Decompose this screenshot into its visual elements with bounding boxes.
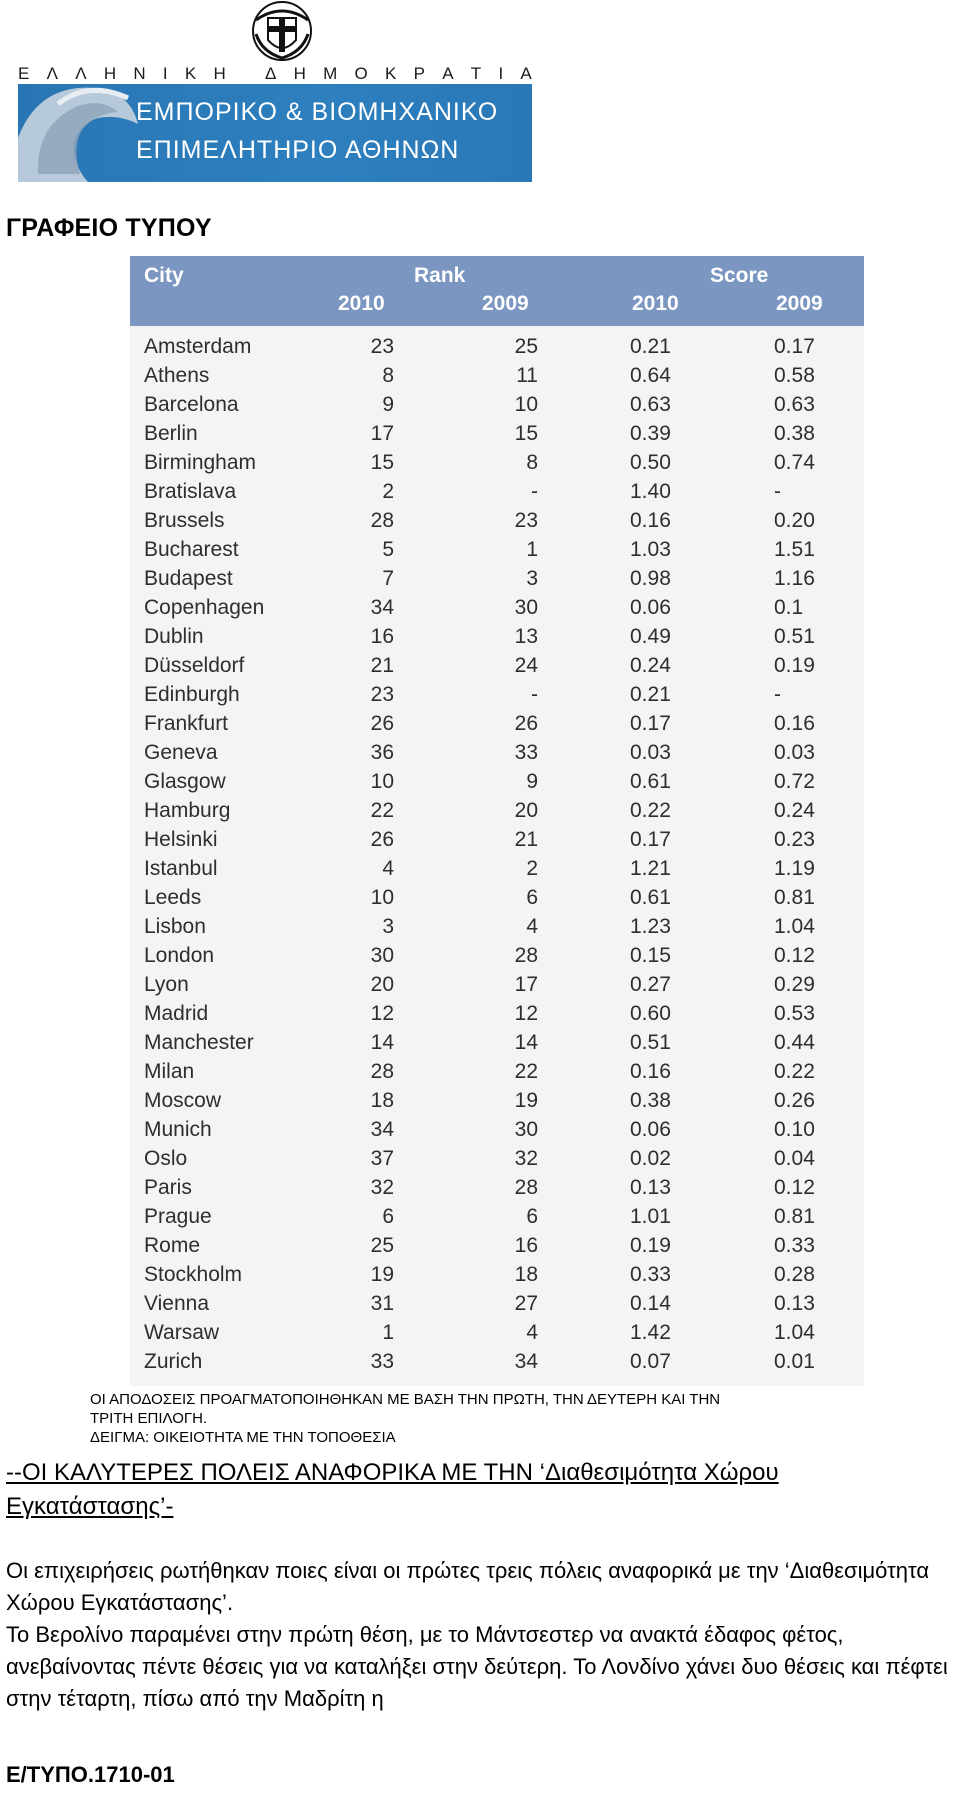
- rank-2009-cell: 4: [526, 1321, 538, 1344]
- rank-2009-cell: 24: [514, 654, 538, 677]
- rank-2010-cell: 22: [370, 799, 394, 822]
- score-2010-cell: 1.40: [630, 480, 671, 503]
- chamber-logo-banner: [18, 84, 532, 182]
- rank-2009-cell: 25: [514, 335, 538, 358]
- score-2010-cell: 0.16: [630, 509, 671, 532]
- score-2010-cell: 0.63: [630, 393, 671, 416]
- score-2009-cell: 0.16: [774, 712, 815, 735]
- score-2009-cell: 0.63: [774, 393, 815, 416]
- rank-2010-cell: 31: [370, 1292, 394, 1315]
- rank-2010-cell: 18: [370, 1089, 394, 1112]
- score-2010-cell: 0.07: [630, 1350, 671, 1373]
- rank-2010-cell: 28: [370, 509, 394, 532]
- score-2010-cell: 0.17: [630, 828, 671, 851]
- city-cell: Copenhagen: [144, 596, 265, 619]
- city-cell: Moscow: [144, 1089, 222, 1112]
- score-2009-cell: -: [774, 683, 781, 706]
- city-cell: Helsinki: [144, 828, 218, 851]
- rank-2009-cell: 18: [514, 1263, 538, 1286]
- score-2009-cell: 0.44: [774, 1031, 815, 1054]
- chamber-name-line2: ΕΠΙΜΕΛΗΤΗΡΙΟ ΑΘΗΝΩΝ: [136, 136, 460, 164]
- rank-2010-cell: 12: [370, 1002, 394, 1025]
- rank-2010-cell: 34: [370, 1118, 394, 1141]
- city-ranking-table: [130, 256, 864, 1386]
- rank-2009-cell: 12: [514, 1002, 538, 1025]
- rank-2009-cell: 8: [526, 451, 538, 474]
- table-row: [130, 622, 864, 651]
- table-row: [130, 593, 864, 622]
- document-code: Ε/ΤΥΠΟ.1710-01: [6, 1762, 175, 1787]
- rank-2010-cell: 19: [370, 1263, 394, 1286]
- score-2009-cell: 0.53: [774, 1002, 815, 1025]
- republic-heading-letter: Α: [520, 64, 532, 83]
- column-header-rank-2009: 2009: [482, 292, 529, 315]
- score-2009-cell: -: [774, 480, 781, 503]
- score-2009-cell: 0.10: [774, 1118, 815, 1141]
- rank-2009-cell: 3: [526, 567, 538, 590]
- rank-2009-cell: 2: [526, 857, 538, 880]
- table-row: [130, 825, 864, 854]
- rank-2009-cell: 26: [514, 712, 538, 735]
- score-2010-cell: 0.33: [630, 1263, 671, 1286]
- city-cell: Düsseldorf: [144, 654, 245, 677]
- republic-heading-letter: Ι: [162, 64, 168, 83]
- table-row: [130, 564, 864, 593]
- rank-2010-cell: 9: [382, 393, 394, 416]
- score-2009-cell: 1.16: [774, 567, 815, 590]
- score-2010-cell: 0.64: [630, 364, 671, 387]
- table-row: [130, 651, 864, 680]
- score-2009-cell: 0.29: [774, 973, 815, 996]
- city-cell: Manchester: [144, 1031, 254, 1054]
- greek-crest-icon: [248, 0, 316, 62]
- rank-2009-cell: -: [531, 480, 538, 503]
- score-2010-cell: 0.39: [630, 422, 671, 445]
- table-row: [130, 999, 864, 1028]
- table-row: [130, 883, 864, 912]
- city-cell: Madrid: [144, 1002, 209, 1025]
- rank-2010-cell: 37: [370, 1147, 394, 1170]
- score-2010-cell: 0.17: [630, 712, 671, 735]
- city-cell: Vienna: [144, 1292, 210, 1315]
- table-row: [130, 1202, 864, 1231]
- score-2010-cell: 0.03: [630, 741, 671, 764]
- rank-2009-cell: 19: [514, 1089, 538, 1112]
- republic-heading-letter: Δ: [264, 64, 277, 83]
- rank-2009-cell: 14: [514, 1031, 538, 1054]
- note-line: ΤΡΙΤΗ ΕΠΙΛΟΓΗ.: [90, 1410, 208, 1427]
- city-cell: Stockholm: [144, 1263, 243, 1286]
- table-row: [130, 1318, 864, 1347]
- score-2009-cell: 0.04: [774, 1147, 815, 1170]
- city-cell: Bucharest: [144, 538, 239, 561]
- score-2009-cell: 0.24: [774, 799, 815, 822]
- rank-2010-cell: 15: [370, 451, 394, 474]
- rank-2009-cell: 23: [514, 509, 538, 532]
- score-2010-cell: 1.01: [630, 1205, 671, 1228]
- rank-2010-cell: 7: [382, 567, 394, 590]
- republic-heading-letter: Τ: [470, 64, 482, 83]
- score-2010-cell: 0.61: [630, 886, 671, 909]
- republic-heading: [18, 64, 532, 84]
- table-row: [130, 738, 864, 767]
- republic-heading-letter: Ε: [18, 64, 30, 83]
- score-2010-cell: 0.22: [630, 799, 671, 822]
- rank-2010-cell: 1: [382, 1321, 394, 1344]
- rank-2010-cell: 10: [370, 770, 394, 793]
- table-row: [130, 477, 864, 506]
- table-row: [130, 970, 864, 999]
- city-cell: Leeds: [144, 886, 202, 909]
- city-cell: Istanbul: [144, 857, 218, 880]
- city-cell: Berlin: [144, 422, 198, 445]
- score-2010-cell: 0.61: [630, 770, 671, 793]
- republic-heading-letter: Ν: [133, 64, 146, 83]
- score-2009-cell: 0.72: [774, 770, 815, 793]
- rank-2009-cell: 16: [514, 1234, 538, 1257]
- score-2009-cell: 0.38: [774, 422, 815, 445]
- rank-2009-cell: 6: [526, 886, 538, 909]
- table-row: [130, 854, 864, 883]
- rank-2009-cell: 4: [526, 915, 538, 938]
- rank-2009-cell: 32: [514, 1147, 538, 1170]
- rank-2010-cell: 14: [370, 1031, 394, 1054]
- rank-2010-cell: 20: [370, 973, 394, 996]
- survey-notes: [90, 1390, 920, 1447]
- score-2009-cell: 0.13: [774, 1292, 815, 1315]
- score-2010-cell: 0.38: [630, 1089, 671, 1112]
- city-cell: Lyon: [144, 973, 189, 996]
- rank-2010-cell: 3: [382, 915, 394, 938]
- score-2010-cell: 0.49: [630, 625, 671, 648]
- city-cell: Paris: [144, 1176, 192, 1199]
- table-row: [130, 680, 864, 709]
- score-2010-cell: 0.06: [630, 596, 671, 619]
- rank-2010-cell: 25: [370, 1234, 394, 1257]
- article-body: [6, 1555, 956, 1715]
- city-cell: Amsterdam: [144, 335, 252, 358]
- chamber-name-line1: ΕΜΠΟΡΙΚΟ & ΒΙΟΜΗΧΑΝΙΚΟ: [136, 98, 499, 126]
- rank-2010-cell: 36: [370, 741, 394, 764]
- column-header-score-2010: 2010: [632, 292, 679, 315]
- rank-2010-cell: 6: [382, 1205, 394, 1228]
- score-2010-cell: 0.24: [630, 654, 671, 677]
- republic-heading-letter: Κ: [385, 64, 397, 83]
- republic-heading-letter: Λ: [46, 64, 58, 83]
- rank-2009-cell: 10: [514, 393, 538, 416]
- republic-heading-letter: Ρ: [413, 64, 425, 83]
- score-2009-cell: 0.01: [774, 1350, 815, 1373]
- table-row: [130, 1086, 864, 1115]
- city-cell: Barcelona: [144, 393, 239, 416]
- table-row: [130, 332, 864, 361]
- column-header-rank-2010: 2010: [338, 292, 385, 315]
- score-2009-cell: 1.04: [774, 1321, 815, 1344]
- score-2010-cell: 0.06: [630, 1118, 671, 1141]
- column-header-rank: Rank: [414, 264, 466, 287]
- city-cell: Oslo: [144, 1147, 188, 1170]
- press-office-title: ΓΡΑΦΕΙΟ ΤΥΠΟΥ: [6, 214, 212, 242]
- rank-2009-cell: 13: [514, 625, 538, 648]
- republic-heading-letter: Η: [293, 64, 306, 83]
- rank-2009-cell: 30: [514, 596, 538, 619]
- score-2009-cell: 0.23: [774, 828, 815, 851]
- table-row: [130, 535, 864, 564]
- city-cell: Glasgow: [144, 770, 226, 793]
- table-row: [130, 1173, 864, 1202]
- city-cell: Milan: [144, 1060, 195, 1083]
- republic-heading-letter: Ο: [354, 64, 368, 83]
- city-cell: Lisbon: [144, 915, 206, 938]
- city-cell: Hamburg: [144, 799, 231, 822]
- score-2010-cell: 0.19: [630, 1234, 671, 1257]
- rank-2009-cell: 6: [526, 1205, 538, 1228]
- table-row: [130, 1028, 864, 1057]
- score-2010-cell: 0.27: [630, 973, 671, 996]
- score-2010-cell: 0.50: [630, 451, 671, 474]
- rank-2009-cell: 20: [514, 799, 538, 822]
- city-cell: Prague: [144, 1205, 212, 1228]
- table-row: [130, 1057, 864, 1086]
- rank-2009-cell: 1: [526, 538, 538, 561]
- rank-2009-cell: 21: [514, 828, 538, 851]
- table-row: [130, 448, 864, 477]
- city-cell: Bratislava: [144, 480, 237, 503]
- republic-heading-letter: [243, 64, 248, 84]
- rank-2010-cell: 23: [370, 335, 394, 358]
- table-body: [130, 332, 864, 1376]
- score-2009-cell: 1.19: [774, 857, 815, 880]
- score-2010-cell: 0.15: [630, 944, 671, 967]
- rank-2009-cell: 9: [526, 770, 538, 793]
- rank-2010-cell: 16: [370, 625, 394, 648]
- city-cell: Edinburgh: [144, 683, 240, 706]
- score-2009-cell: 0.26: [774, 1089, 815, 1112]
- score-2009-cell: 0.28: [774, 1263, 815, 1286]
- republic-heading-letter: Ι: [498, 64, 504, 83]
- rank-2010-cell: 21: [370, 654, 394, 677]
- score-2009-cell: 1.51: [774, 538, 815, 561]
- table-row: [130, 1115, 864, 1144]
- republic-heading-letter: Λ: [75, 64, 87, 83]
- score-2010-cell: 0.60: [630, 1002, 671, 1025]
- rank-2010-cell: 30: [370, 944, 394, 967]
- rank-2010-cell: 5: [382, 538, 394, 561]
- rank-2009-cell: 22: [514, 1060, 538, 1083]
- rank-2009-cell: 15: [514, 422, 538, 445]
- score-2009-cell: 0.19: [774, 654, 815, 677]
- rank-2010-cell: 4: [382, 857, 394, 880]
- table-row: [130, 1231, 864, 1260]
- score-2010-cell: 1.03: [630, 538, 671, 561]
- table-row: [130, 709, 864, 738]
- score-2009-cell: 0.81: [774, 1205, 815, 1228]
- city-cell: Warsaw: [144, 1321, 220, 1344]
- city-cell: Budapest: [144, 567, 233, 590]
- republic-heading-letter: Μ: [323, 64, 338, 83]
- score-2010-cell: 0.98: [630, 567, 671, 590]
- rank-2010-cell: 10: [370, 886, 394, 909]
- republic-heading-letter: Η: [213, 64, 226, 83]
- rank-2010-cell: 28: [370, 1060, 394, 1083]
- note-line: ΔΕΙΓΜΑ: ΟΙΚΕΙΟΤΗΤΑ ΜΕ ΤΗΝ ΤΟΠΟΘΕΣΙΑ: [90, 1429, 396, 1446]
- score-2009-cell: 0.03: [774, 741, 815, 764]
- table-row: [130, 1347, 864, 1376]
- score-2010-cell: 0.13: [630, 1176, 671, 1199]
- score-2009-cell: 0.74: [774, 451, 815, 474]
- score-2009-cell: 0.58: [774, 364, 815, 387]
- rank-2009-cell: 34: [514, 1350, 538, 1373]
- column-header-score: Score: [710, 264, 769, 287]
- body-paragraph: Το Βερολίνο παραμένει στην πρώτη θέση, με το Μάντσεστερ να ανακτά έδαφος φέτος, ανεβαίνοντας πέντε θέσεις για να καταλήξει στην δεύτερη. Το Λονδίνο χάνει δυο θέσεις και πέφτει στην τέταρτη, πίσω από την Μαδρίτη η: [6, 1622, 948, 1711]
- republic-heading-letter: Α: [442, 64, 454, 83]
- city-cell: Zurich: [144, 1350, 203, 1373]
- score-2009-cell: 0.81: [774, 886, 815, 909]
- score-2009-cell: 0.51: [774, 625, 815, 648]
- city-cell: Geneva: [144, 741, 218, 764]
- city-cell: Frankfurt: [144, 712, 229, 735]
- score-2009-cell: 0.33: [774, 1234, 815, 1257]
- rank-2009-cell: 27: [514, 1292, 538, 1315]
- table-row: [130, 767, 864, 796]
- score-2009-cell: 0.20: [774, 509, 815, 532]
- rank-2009-cell: 28: [514, 944, 538, 967]
- rank-2010-cell: 32: [370, 1176, 394, 1199]
- score-2009-cell: 0.17: [774, 335, 815, 358]
- table-row: [130, 1260, 864, 1289]
- score-2009-cell: 1.04: [774, 915, 815, 938]
- column-header-score-2009: 2009: [776, 292, 823, 315]
- rank-2010-cell: 17: [370, 422, 394, 445]
- score-2010-cell: 1.23: [630, 915, 671, 938]
- section-heading: --ΟΙ ΚΑΛΥΤΕΡΕΣ ΠΟΛΕΙΣ ΑΝΑΦΟΡΙΚΑ ΜΕ ΤΗΝ ‘Διαθεσιμότητα Χώρου Εγκατάστασης’-: [6, 1459, 779, 1520]
- city-cell: Brussels: [144, 509, 225, 532]
- rank-2010-cell: 2: [382, 480, 394, 503]
- table-row: [130, 1289, 864, 1318]
- rank-2010-cell: 26: [370, 828, 394, 851]
- table-row: [130, 506, 864, 535]
- score-2010-cell: 1.21: [630, 857, 671, 880]
- note-line: ΟΙ ΑΠΟΔΟΣΕΙΣ ΠΡΟΑΓΜΑΤΟΠΟΙΗΘΗΚΑΝ ΜΕ ΒΑΣΗ ΤΗΝ ΠΡΩΤΗ, ΤΗΝ ΔΕΥΤΕΡΗ ΚΑΙ ΤΗΝ: [90, 1391, 721, 1408]
- rank-2009-cell: 11: [516, 364, 538, 387]
- score-2010-cell: 0.14: [630, 1292, 671, 1315]
- rank-2009-cell: 30: [514, 1118, 538, 1141]
- table-header: [130, 256, 864, 326]
- score-2009-cell: 0.12: [774, 944, 815, 967]
- body-paragraph: Οι επιχειρήσεις ρωτήθηκαν ποιες είναι οι πρώτες τρεις πόλεις αναφορικά με την ‘Διαθεσιμότητα Χώρου Εγκατάστασης’.: [6, 1558, 930, 1615]
- rank-2009-cell: -: [531, 683, 538, 706]
- city-cell: London: [144, 944, 215, 967]
- republic-heading-letter: Η: [103, 64, 117, 83]
- city-cell: Athens: [144, 364, 210, 387]
- city-cell: Birmingham: [144, 451, 257, 474]
- column-header-city: City: [144, 264, 184, 287]
- table-row: [130, 941, 864, 970]
- rank-2009-cell: 33: [514, 741, 538, 764]
- score-2009-cell: 0.1: [774, 596, 804, 619]
- rank-2010-cell: 23: [370, 683, 394, 706]
- rank-2009-cell: 28: [514, 1176, 538, 1199]
- table-row: [130, 912, 864, 941]
- score-2010-cell: 0.21: [630, 335, 671, 358]
- score-2009-cell: 0.22: [774, 1060, 815, 1083]
- table-row: [130, 1144, 864, 1173]
- rank-2010-cell: 26: [370, 712, 394, 735]
- city-cell: Rome: [144, 1234, 201, 1257]
- score-2010-cell: 0.21: [630, 683, 671, 706]
- rank-2010-cell: 8: [382, 364, 394, 387]
- table-row: [130, 361, 864, 390]
- rank-2010-cell: 33: [370, 1350, 394, 1373]
- city-cell: Munich: [144, 1118, 212, 1141]
- republic-heading-letter: Κ: [184, 64, 197, 83]
- score-2010-cell: 0.02: [630, 1147, 671, 1170]
- rank-2010-cell: 34: [370, 596, 394, 619]
- table-row: [130, 390, 864, 419]
- rank-2009-cell: 17: [514, 973, 538, 996]
- score-2010-cell: 1.42: [630, 1321, 671, 1344]
- score-2010-cell: 0.16: [630, 1060, 671, 1083]
- score-2009-cell: 0.12: [774, 1176, 815, 1199]
- score-2010-cell: 0.51: [630, 1031, 671, 1054]
- table-row: [130, 419, 864, 448]
- city-cell: Dublin: [144, 625, 204, 648]
- table-row: [130, 796, 864, 825]
